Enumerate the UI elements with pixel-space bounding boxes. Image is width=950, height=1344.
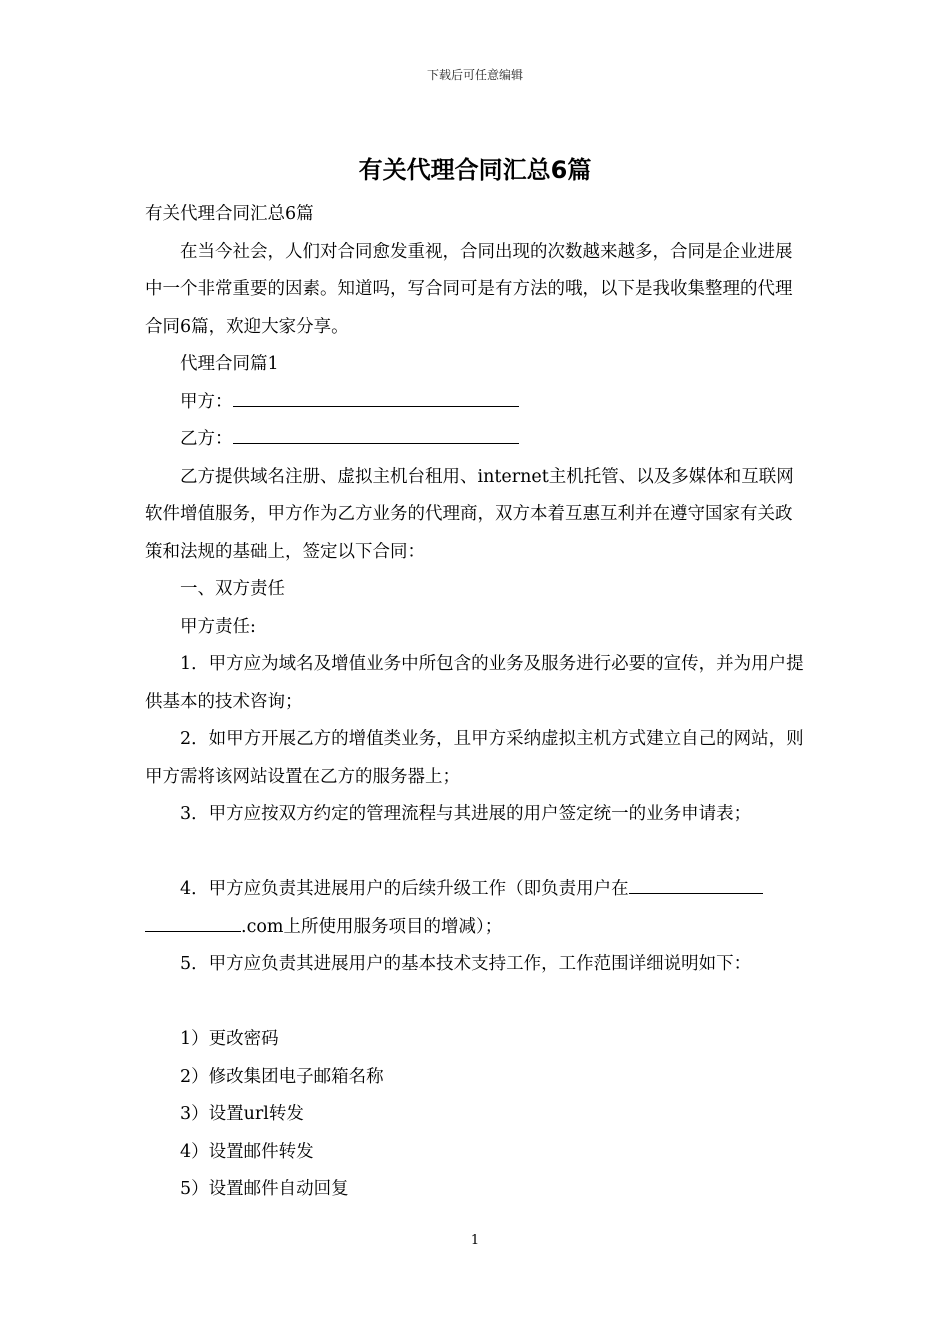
spacer	[145, 834, 807, 872]
duty-4-blank-b	[145, 909, 241, 932]
support-item: 1）更改密码	[180, 1029, 279, 1049]
intro-paragraph: 在当今社会，人们对合同愈发重视，合同出现的次数越来越多，合同是企业进展中一个非常重要的因素。知道吗，写合同可是有方法的哦，以下是我收集整理的代理合同6篇，欢迎大家分享。	[145, 241, 793, 337]
party-a-duty-heading: 甲方责任:	[180, 616, 256, 637]
party-b-line	[145, 421, 807, 459]
duty-item: 2．如甲方开展乙方的增值类业务，且甲方采纳虚拟主机方式建立自己的网站，则甲方需将该网站设置在乙方的服务器上；	[145, 729, 804, 787]
subtitle: 有关代理合同汇总6篇	[145, 204, 314, 224]
duty-item: 1．甲方应为域名及增值业务中所包含的业务及服务进行必要的宣传，并为用户提供基本的技术咨询；	[145, 654, 804, 712]
document-body	[145, 196, 807, 1209]
spacer	[145, 984, 807, 1022]
party-a-label: 甲方：	[180, 391, 233, 412]
duty-item: 3．甲方应按双方约定的管理流程与其进展的用户签定统一的业务申请表；	[180, 804, 752, 824]
party-a-blank	[233, 384, 519, 407]
duty-4-text-after: .com上所使用服务项目的增减）；	[241, 916, 503, 937]
duty-item: 5．甲方应负责其进展用户的基本技术支持工作，工作范围详细说明如下：	[180, 954, 752, 974]
support-item: 4）设置邮件转发	[180, 1141, 314, 1162]
header-note: 下载后可任意编辑	[426, 68, 523, 82]
support-item: 3）设置url转发	[180, 1104, 304, 1124]
party-b-label: 乙方：	[180, 429, 233, 449]
party-a-line	[145, 384, 807, 422]
section-heading: 代理合同篇1	[180, 354, 279, 374]
page-number: 1	[470, 1233, 480, 1248]
support-item: 2）修改集团电子邮箱名称	[180, 1066, 384, 1087]
duty-item	[145, 871, 807, 946]
party-b-blank	[233, 421, 519, 444]
support-item: 5）设置邮件自动回复	[180, 1179, 349, 1199]
duty-4-text-before: 4．甲方应负责其进展用户的后续升级工作（即负责用户在	[180, 879, 629, 899]
preamble-paragraph: 乙方提供域名注册、虚拟主机台租用、internet主机托管、以及多媒体和互联网软件增值服务，甲方作为乙方业务的代理商，双方本着互惠互利并在遵守国家有关政策和法规的基础上，签定以下合同：	[145, 466, 794, 562]
duty-4-blank-a	[629, 871, 763, 894]
document-title: 有关代理合同汇总6篇	[358, 156, 592, 184]
clause-one-heading: 一、双方责任	[180, 579, 285, 599]
